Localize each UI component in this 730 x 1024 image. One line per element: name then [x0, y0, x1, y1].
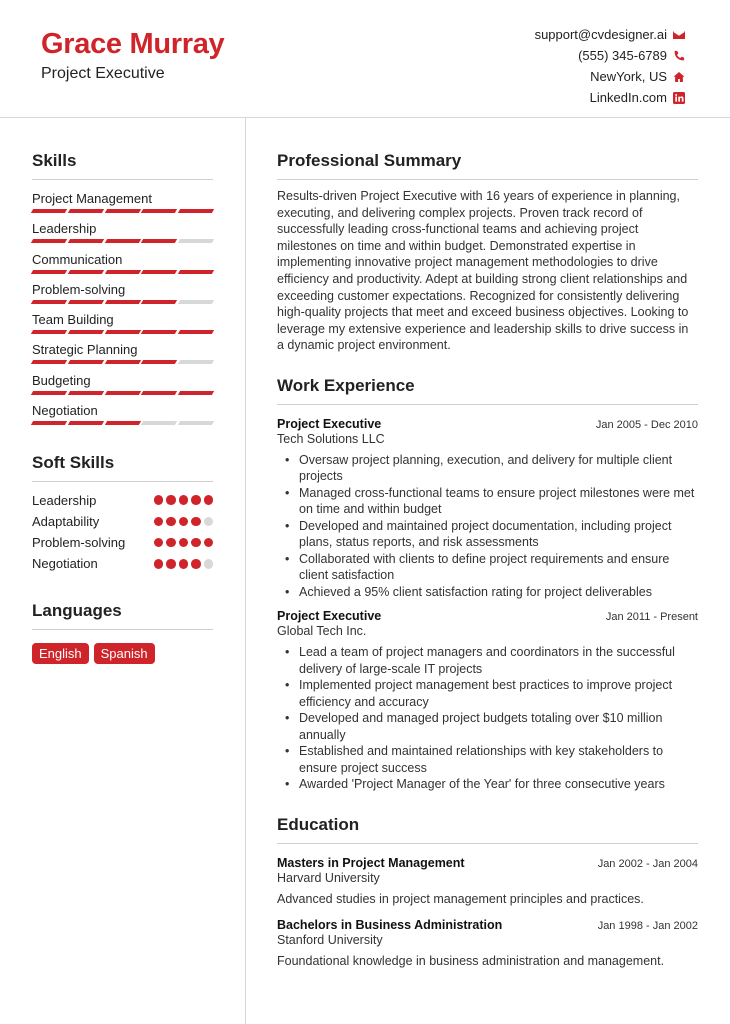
column-divider: [245, 118, 246, 1024]
education-school: Stanford University: [277, 932, 383, 947]
rating-dot: [166, 538, 176, 548]
skill-item: [32, 216, 213, 246]
skill-level-segment: [31, 300, 67, 304]
job-bullet: • Established and maintained relationships with key stakeholders to ensure project success: [285, 743, 698, 776]
skill-level-segment: [178, 360, 214, 364]
skill-level-segment: [104, 330, 140, 334]
skill-name: Problem-solving: [32, 281, 126, 297]
job-header: [277, 609, 698, 623]
rating-dot: [179, 517, 189, 527]
right-column: [277, 118, 698, 968]
skill-level-bar: [32, 360, 213, 364]
rating-dot: [166, 559, 176, 569]
skill-level-segment: [104, 209, 140, 213]
contact-email[interactable]: [535, 24, 685, 45]
resume-header: [0, 0, 730, 118]
skill-name: Leadership: [32, 221, 97, 237]
soft-skill-item: [32, 511, 213, 532]
skill-level-segment: [104, 270, 140, 274]
skill-item: [32, 247, 213, 277]
education-header: [277, 856, 698, 870]
envelope-icon: [673, 29, 685, 41]
skills-heading: Skills: [32, 151, 213, 180]
soft-skill-name: Leadership: [32, 492, 97, 508]
skill-level-segment: [178, 391, 214, 395]
skill-level-segment: [68, 209, 104, 213]
skill-level-segment: [141, 330, 177, 334]
skill-level-segment: [141, 209, 177, 213]
skill-level-segment: [68, 239, 104, 243]
skill-level-segment: [104, 421, 140, 425]
job-bullet: • Managed cross-functional teams to ensure project milestones were met on time and within budget: [285, 485, 698, 518]
skill-level-bar: [32, 421, 213, 425]
language-badge: Spanish: [94, 643, 155, 664]
skill-level-bar: [32, 270, 213, 274]
experience-list: [277, 417, 698, 793]
job-header: [277, 417, 698, 431]
skill-level-segment: [141, 360, 177, 364]
job-title: Project Executive: [277, 416, 382, 431]
rating-dot: [154, 559, 164, 569]
rating-dot: [204, 495, 214, 505]
soft-skill-name: Problem-solving: [32, 535, 126, 551]
rating-dot: [154, 517, 164, 527]
skill-level-bar: [32, 391, 213, 395]
skill-item: [32, 277, 213, 307]
skill-level-segment: [31, 391, 67, 395]
contact-phone[interactable]: [535, 45, 685, 66]
contact-phone-text[interactable]: (555) 345-6789: [578, 48, 667, 63]
soft-skill-item: [32, 489, 213, 510]
contact-linkedin[interactable]: [535, 87, 685, 108]
skill-item: [32, 398, 213, 428]
education-dates: Jan 1998 - Jan 2002: [597, 919, 698, 932]
skill-item: [32, 307, 213, 337]
skill-level-bar: [32, 330, 213, 334]
skill-level-segment: [141, 300, 177, 304]
education-entry: [277, 918, 698, 968]
job-entry: [277, 609, 698, 793]
rating-dot: [191, 517, 201, 527]
skill-level-bar: [32, 209, 213, 213]
soft-skill-name: Negotiation: [32, 556, 98, 572]
contact-location-text: NewYork, US: [590, 69, 667, 84]
job-bullet: • Collaborated with clients to define project requirements and ensure client satisfaction: [285, 551, 698, 584]
summary-text: Results-driven Project Executive with 16 years of experience in planning, executing, and delivering complex projects. Proven track record of successfully leading cross-functional teams and achieving project milestones on time and within budget. Demonstrated expertise in implementing innovative project management methodologies to drive efficiency and productivity. Adept at building strong client relationships and exceeding customer expectations. Recognized for consistently delivering high-quality projects that meet and exceed business objectives. Looking to leverage my extensive experience and leadership skills to drive success in a dynamic project environment.: [277, 189, 689, 353]
education-school: Harvard University: [277, 870, 380, 885]
skill-level-segment: [178, 209, 214, 213]
skill-level-segment: [178, 270, 214, 274]
skill-level-segment: [68, 391, 104, 395]
skill-item: [32, 186, 213, 216]
education-entry: [277, 856, 698, 906]
job-dates: Jan 2011 - Present: [605, 611, 698, 624]
soft-skill-item: [32, 532, 213, 553]
education-degree: Masters in Project Management: [277, 855, 465, 870]
job-bullet: • Implemented project management best practices to improve project efficiency and accuracy: [285, 677, 698, 710]
soft-skill-rating: [154, 559, 214, 569]
rating-dot: [191, 538, 201, 548]
education-dates: Jan 2002 - Jan 2004: [597, 857, 698, 870]
job-bullets: [285, 644, 698, 793]
languages-heading: Languages: [32, 601, 213, 630]
skill-level-bar: [32, 239, 213, 243]
job-company: Global Tech Inc.: [277, 624, 367, 639]
skill-item: [32, 368, 213, 398]
languages-list: [32, 643, 213, 664]
skill-name: Team Building: [32, 312, 114, 328]
skill-level-segment: [31, 330, 67, 334]
skill-name: Negotiation: [32, 403, 98, 419]
education-heading: Education: [277, 815, 698, 844]
skill-level-segment: [68, 360, 104, 364]
job-dates: Jan 2005 - Dec 2010: [595, 418, 698, 431]
education-description: Advanced studies in project management principles and practices.: [277, 891, 644, 906]
skills-list: [32, 186, 213, 428]
skill-item: [32, 337, 213, 367]
rating-dot: [204, 517, 214, 527]
skill-name: Communication: [32, 251, 123, 267]
left-column: [32, 118, 213, 664]
contact-email-text[interactable]: support@cvdesigner.ai: [534, 27, 667, 42]
education-description: Foundational knowledge in business administration and management.: [277, 953, 665, 968]
skill-level-segment: [68, 421, 104, 425]
skill-name: Budgeting: [32, 372, 91, 388]
skill-level-segment: [31, 239, 67, 243]
job-entry: [277, 417, 698, 601]
rating-dot: [166, 517, 176, 527]
skill-level-segment: [68, 300, 104, 304]
skill-level-segment: [178, 421, 214, 425]
home-icon: [673, 71, 685, 83]
phone-icon: [673, 50, 685, 62]
job-bullets: [285, 452, 698, 601]
job-bullet: • Lead a team of project managers and coordinators in the successful delivery of large-scale IT projects: [285, 644, 698, 677]
rating-dot: [191, 495, 201, 505]
skill-level-segment: [31, 270, 67, 274]
summary-heading: Professional Summary: [277, 151, 698, 180]
candidate-name: Grace Murray: [41, 28, 225, 60]
skill-name: Strategic Planning: [32, 342, 138, 358]
rating-dot: [154, 495, 164, 505]
job-title: Project Executive: [277, 609, 382, 624]
skill-level-segment: [141, 391, 177, 395]
contact-linkedin-text[interactable]: LinkedIn.com: [589, 90, 667, 105]
skill-level-segment: [178, 239, 214, 243]
rating-dot: [204, 538, 214, 548]
education-degree: Bachelors in Business Administration: [277, 917, 503, 932]
skill-level-segment: [104, 300, 140, 304]
rating-dot: [154, 538, 164, 548]
soft-skills-list: [32, 489, 213, 574]
rating-dot: [191, 559, 201, 569]
job-bullet: • Awarded 'Project Manager of the Year' for three consecutive years: [285, 776, 698, 793]
skill-level-segment: [178, 330, 214, 334]
skill-level-segment: [31, 421, 67, 425]
rating-dot: [179, 538, 189, 548]
skill-level-segment: [141, 239, 177, 243]
soft-skill-name: Adaptability: [32, 513, 100, 529]
job-bullet: • Achieved a 95% client satisfaction rating for project deliverables: [285, 584, 698, 601]
skill-level-segment: [31, 360, 67, 364]
skill-level-bar: [32, 300, 213, 304]
rating-dot: [179, 495, 189, 505]
rating-dot: [166, 495, 176, 505]
contact-list: [535, 24, 685, 108]
job-bullet: • Developed and maintained project documentation, including project plans, status reports, and risk assessments: [285, 518, 698, 551]
soft-skill-rating: [154, 538, 214, 548]
skill-level-segment: [68, 270, 104, 274]
skill-level-segment: [141, 270, 177, 274]
education-header: [277, 918, 698, 932]
skill-level-segment: [178, 300, 214, 304]
rating-dot: [179, 559, 189, 569]
experience-heading: Work Experience: [277, 376, 698, 405]
skill-level-segment: [104, 360, 140, 364]
education-list: [277, 856, 698, 968]
linkedin-icon: [673, 92, 685, 104]
job-bullet: • Developed and managed project budgets totaling over $10 million annually: [285, 710, 698, 743]
skill-level-segment: [31, 209, 67, 213]
language-badge: English: [32, 643, 89, 664]
skill-level-segment: [68, 330, 104, 334]
soft-skill-rating: [154, 495, 214, 505]
candidate-title: Project Executive: [41, 65, 165, 82]
job-company: Tech Solutions LLC: [277, 431, 385, 446]
soft-skill-item: [32, 553, 213, 574]
soft-skills-heading: Soft Skills: [32, 453, 213, 482]
skill-level-segment: [141, 421, 177, 425]
job-bullet: • Oversaw project planning, execution, and delivery for multiple client projects: [285, 452, 698, 485]
contact-location: [535, 66, 685, 87]
skill-level-segment: [104, 391, 140, 395]
skill-level-segment: [104, 239, 140, 243]
rating-dot: [204, 559, 214, 569]
skill-name: Project Management: [32, 191, 152, 206]
soft-skill-rating: [154, 517, 214, 527]
